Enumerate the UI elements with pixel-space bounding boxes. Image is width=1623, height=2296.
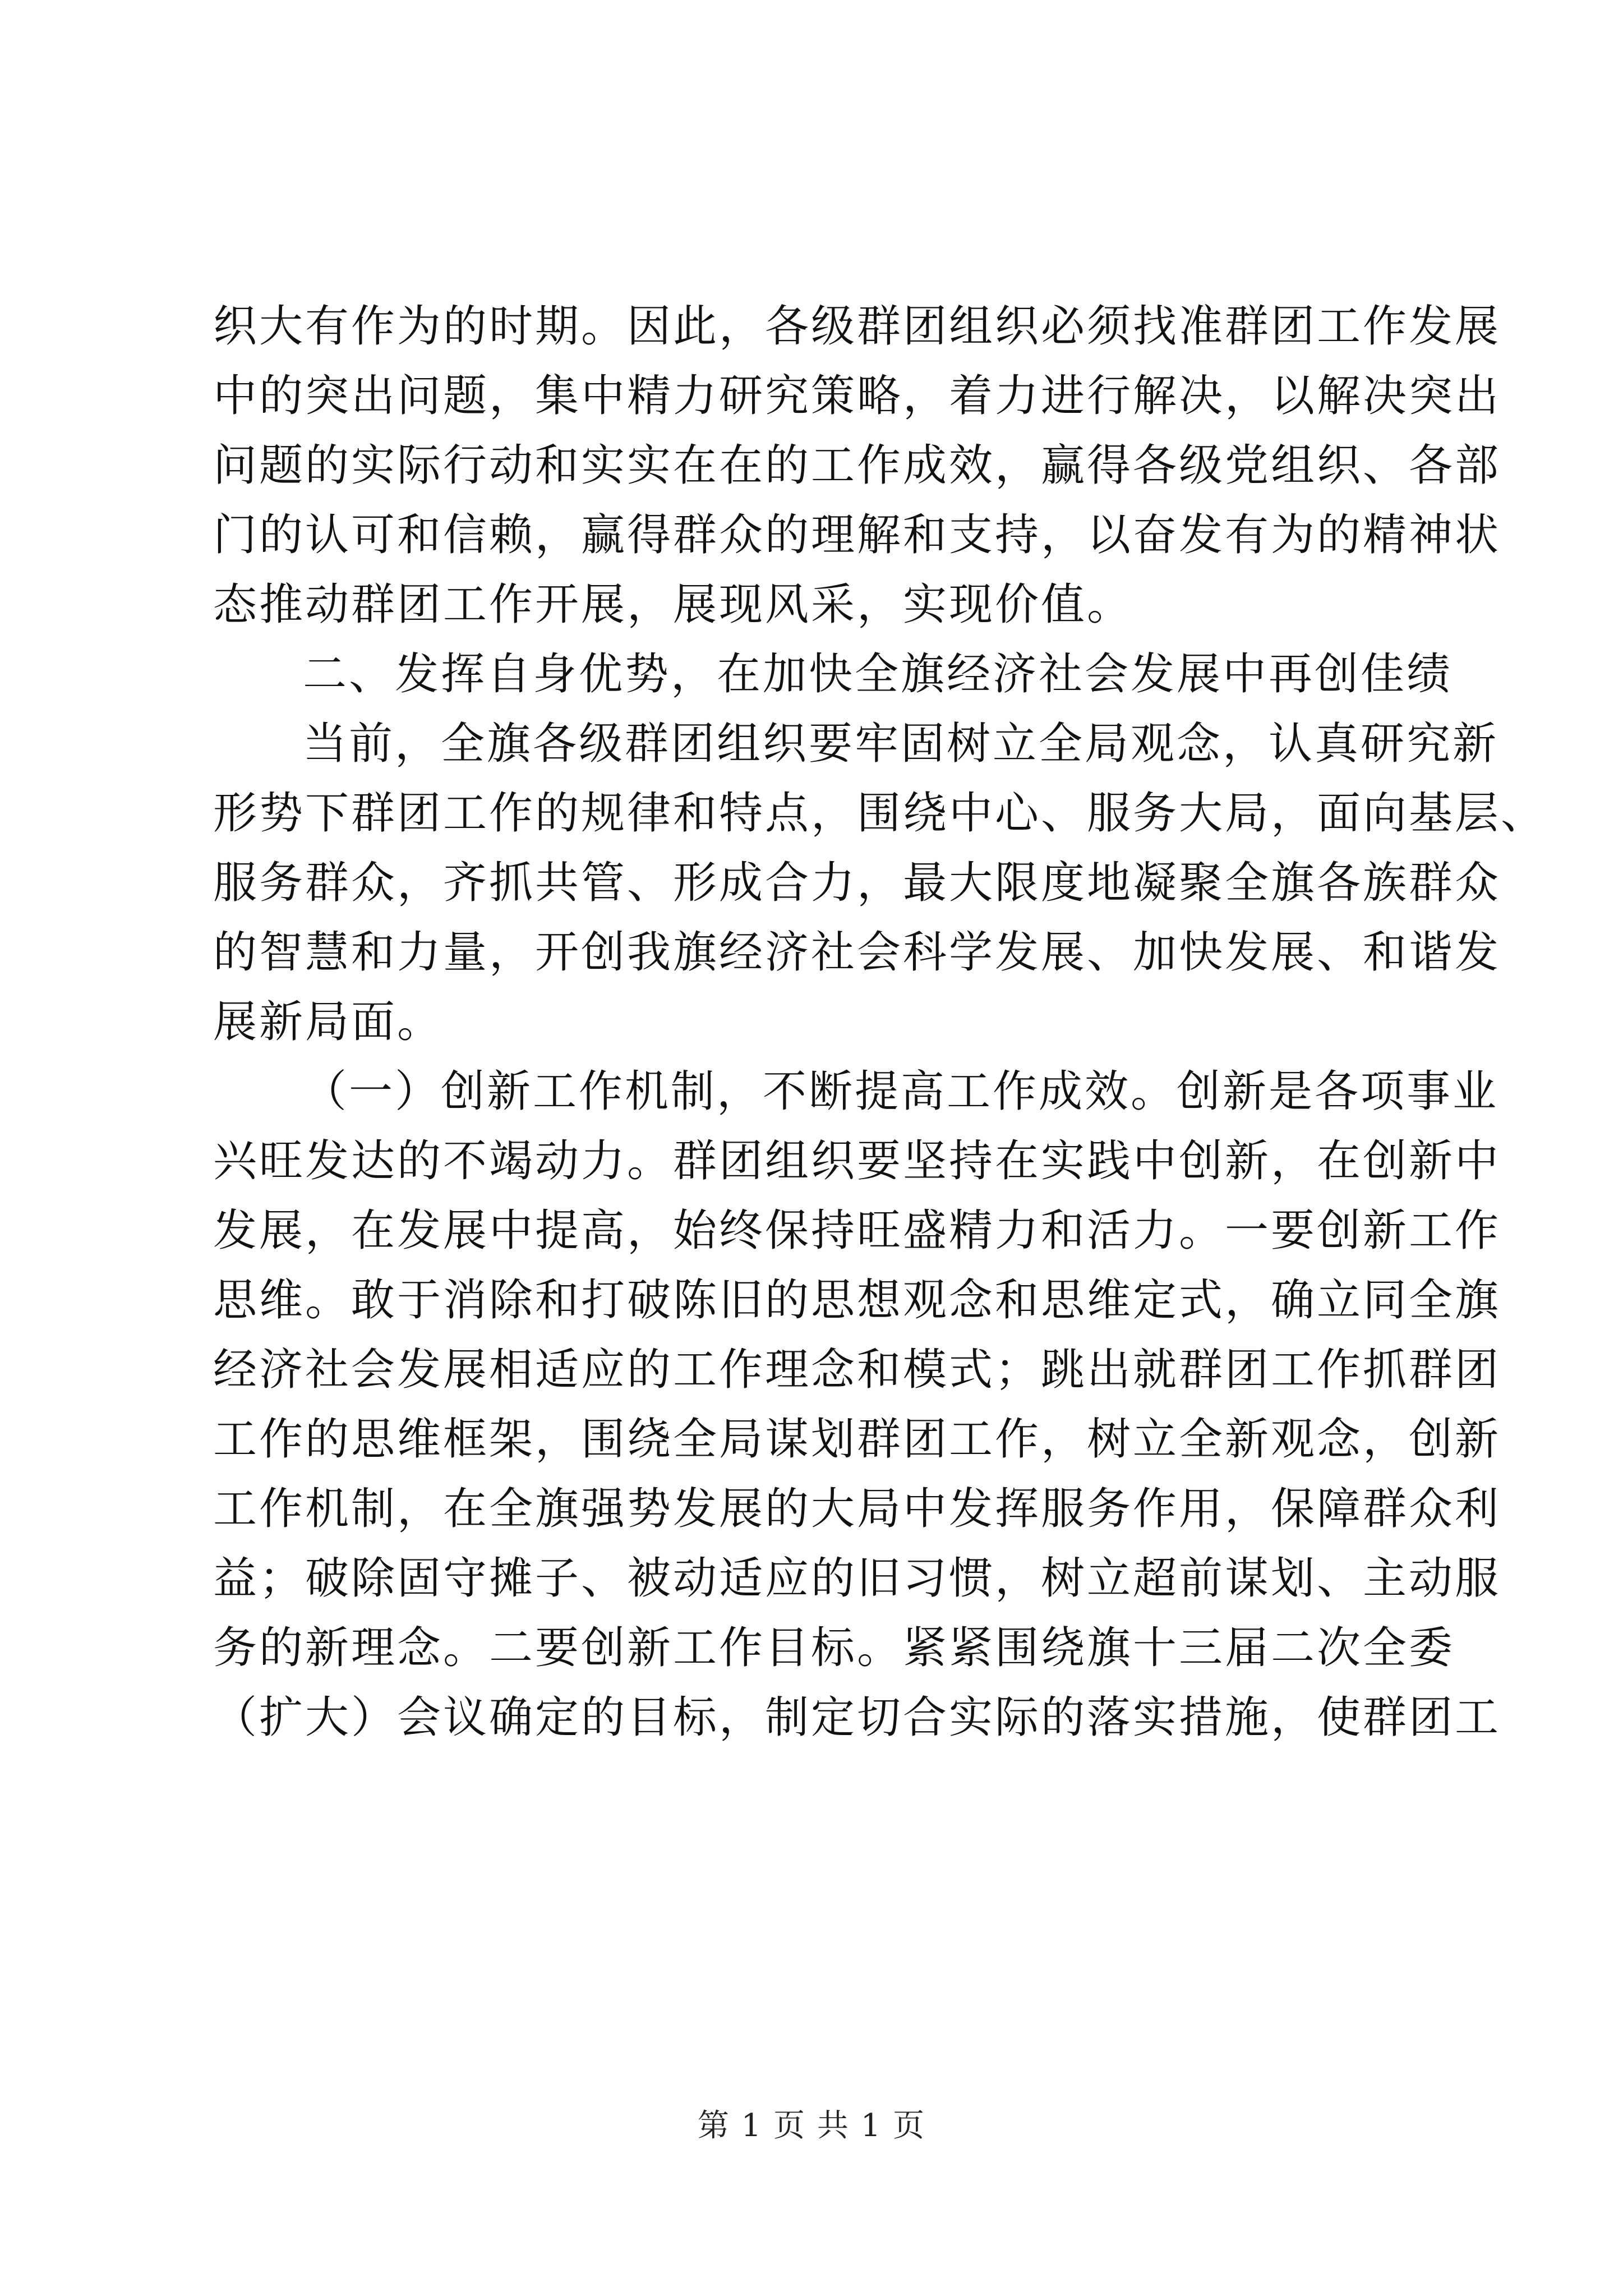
- text-line: 务的新理念。二要创新工作目标。紧紧围绕旗十三届二次全委: [213, 1623, 1455, 1673]
- text-line: 服务群众，齐抓共管、形成合力，最大限度地凝聚全旗各族群众: [213, 858, 1501, 908]
- text-line: 问题的实际行动和实实在在的工作成效，赢得各级党组织、各部: [213, 440, 1501, 491]
- text-line: 工作机制，在全旗强势发展的大局中发挥服务作用，保障群众利: [213, 1484, 1501, 1534]
- text-line: 织大有作为的时期。因此，各级群团组织必须找准群团工作发展: [213, 301, 1501, 352]
- text-line: 经济社会发展相适应的工作理念和模式；跳出就群团工作抓群团: [213, 1345, 1501, 1395]
- text-line: 展新局面。: [213, 997, 444, 1047]
- text-line: （扩大）会议确定的目标，制定切合实际的落实措施，使群团工: [213, 1692, 1501, 1743]
- text-line: 中的突出问题，集中精力研究策略，着力进行解决，以解决突出: [213, 371, 1501, 421]
- paragraph-first-line: 当前，全旗各级群团组织要牢固树立全局观念，认真研究新: [303, 719, 1499, 769]
- text-line: 兴旺发达的不竭动力。群团组织要坚持在实践中创新，在创新中: [213, 1136, 1501, 1186]
- page-footer: 第 1 页 共 1 页: [697, 2108, 926, 2144]
- text-line: 形势下群团工作的规律和特点，围绕中心、服务大局，面向基层、: [213, 788, 1547, 839]
- text-line: 益；破除固守摊子、被动适应的旧习惯，树立超前谋划、主动服: [213, 1553, 1501, 1604]
- text-line: 门的认可和信赖，赢得群众的理解和支持，以奋发有为的精神状: [213, 510, 1501, 560]
- text-line: 思维。敢于消除和打破陈旧的思想观念和思维定式，确立同全旗: [213, 1275, 1501, 1326]
- text-line: 发展，在发展中提高，始终保持旺盛精力和活力。一要创新工作: [213, 1205, 1501, 1256]
- paragraph-first-line: （一）创新工作机制，不断提高工作成效。创新是各项事业: [303, 1066, 1499, 1117]
- text-line: 工作的思维框架，围绕全局谋划群团工作，树立全新观念，创新: [213, 1414, 1501, 1465]
- text-line: 的智慧和力量，开创我旗经济社会科学发展、加快发展、和谐发: [213, 927, 1501, 978]
- text-line: 态推动群团工作开展，展现风采，实现价值。: [213, 579, 1133, 630]
- document-body: [213, 292, 1547, 1752]
- section-heading: 二、发挥自身优势，在加快全旗经济社会发展中再创佳绩: [303, 649, 1453, 700]
